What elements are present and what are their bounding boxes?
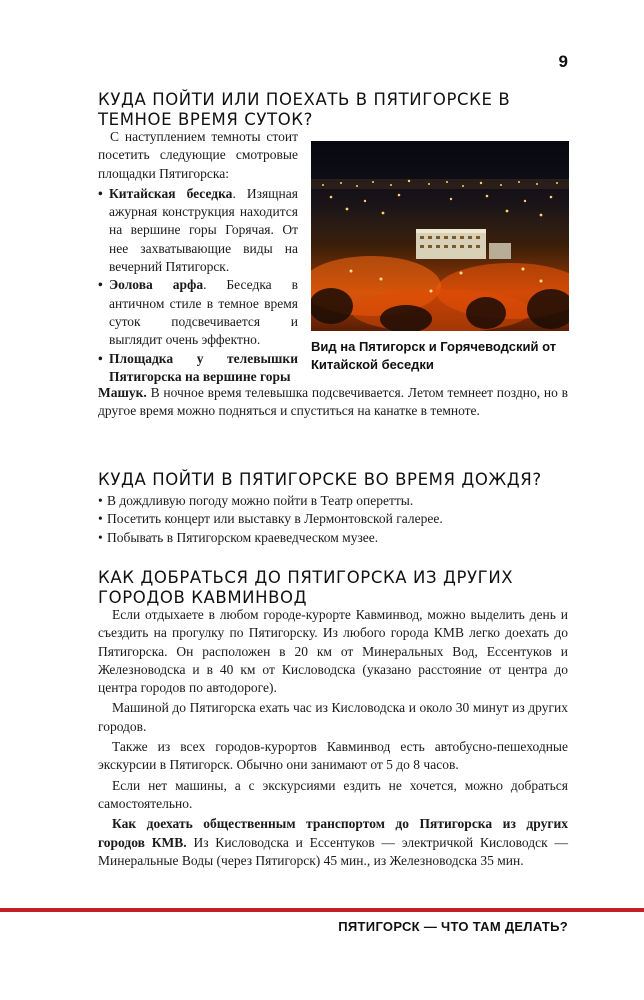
list-item: • В дождливую погоду можно пойти в Театр оперетты. (98, 492, 568, 510)
section-title-getting-there: КАК ДОБРАТЬСЯ ДО ПЯТИГОРСКА ИЗ ДРУГИХ ГОРОДОВ КАВМИНВОД (98, 568, 514, 607)
rain-activities-list (98, 492, 568, 547)
paragraph (98, 815, 568, 870)
continuation-bold: Машук. (98, 385, 147, 400)
paragraph: Если отдыхаете в любом городе-курорте Кавминвод, можно выделить день и съездить на прогулку по Пятигорску. Из любого города КМВ легко доехать до Пятигорска. Он расположен в 20 км от Минеральных Вод, Ессентуков и Железноводска и в 40 км от Кисловодска (указано расстояние от центра до центра городов по автодороге). (98, 607, 568, 696)
transport-text: Из Кисловодска и Ессентуков — электричкой Кисловодск — Минеральные Воды (через Пятигорск) 45 мин., из Железноводска 35 мин. (98, 834, 568, 868)
section-title-night: КУДА ПОЙТИ ИЛИ ПОЕХАТЬ В ПЯТИГОРСКЕ В ТЕМНОЕ ВРЕМЯ СУТОК? (98, 90, 511, 129)
section-night-continuation (98, 384, 568, 421)
section-night-body (98, 128, 298, 386)
list-item: • Посетить концерт или выставку в Лермонтовской галерее. (98, 510, 568, 528)
list-item (98, 350, 298, 387)
viewpoint-name: Площадка у телевышки Пятигорска на вершине горы (109, 350, 298, 384)
page-number: 9 (558, 52, 568, 71)
night-city-photo (311, 141, 569, 331)
continuation-text: В ночное время телевышка подсвечивается. Летом темнеет поздно, но в другое время можно подняться и спуститься на канатке в темноте. (98, 385, 568, 419)
paragraph: Если нет машины, а с экскурсиями ездить не хочется, можно добраться самостоятельно. (98, 777, 568, 811)
photo-caption: Вид на Пятигорск и Горячеводский от Китайской беседки (311, 339, 557, 372)
continuation-paragraph (98, 384, 568, 421)
transport-heading: Как доехать общественным транспортом до Пятигорска из других городов КМВ. (98, 816, 568, 850)
paragraph: Машиной до Пятигорска ехать час из Кисловодска и около 30 минут из других городов. (98, 700, 568, 734)
running-footer: ПЯТИГОРСК — ЧТО ТАМ ДЕЛАТЬ? (338, 919, 568, 934)
list-item (98, 185, 298, 276)
viewpoints-list (98, 185, 298, 386)
footer-rule (0, 908, 644, 912)
viewpoint-name: Эолова арфа (109, 277, 204, 293)
list-item: • Побывать в Пятигорском краеведческом музее. (98, 529, 568, 547)
section-night-intro: С наступлением темноты стоит посетить следующие смотровые площадки Пятигорска: (98, 129, 298, 181)
list-item (98, 276, 298, 349)
viewpoint-name: Китайская беседка (109, 185, 233, 201)
viewpoint-text: . Беседка в античном стиле в темное время суток подсвечивается и выглядит очень эффектно. (109, 277, 299, 348)
section-title-rain: КУДА ПОЙТИ В ПЯТИГОРСКЕ ВО ВРЕМЯ ДОЖДЯ? (98, 470, 542, 489)
paragraph: Также из всех городов-курортов Кавминвод есть автобусно-пешеходные экскурсии в Пятигорск. Обычно они занимают от 5 до 8 часов. (98, 739, 568, 773)
section-getting-there-body (98, 606, 568, 872)
viewpoint-text: . Изящная ажурная конструкция находится на вершине горы Горячая. От нее захватывающие виды на вечерний Пятигорск. (109, 185, 298, 275)
